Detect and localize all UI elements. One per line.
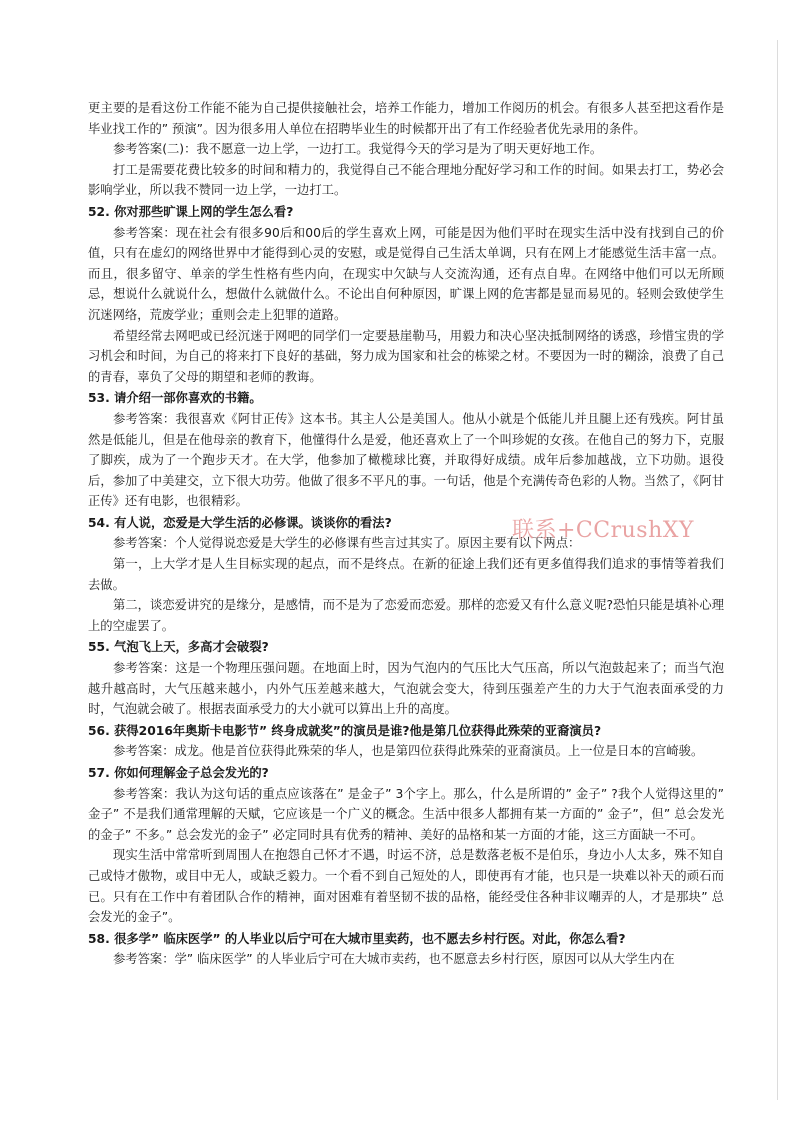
paragraph: 参考答案：这是一个物理压强问题。在地面上时，因为气泡内的气压比大气压高，所以气泡鼓起来了；而当气泡越升越高时，大气压越来越小，内外气压差越来越大，气泡就会变大，待到压强差产生的力大于气泡表面承受的力时，气泡就会破了。根据表面承受力的大小就可以算出上升的高度。	[88, 661, 724, 717]
paragraph: 参考答案：现在社会有很多90后和00后的学生喜欢上网，可能是因为他们平时在现实生活中没有找到自己的价值，只有在虚幻的网络世界中才能得到心灵的安慰，或是觉得自己生活太单调，只有在网上才能感觉生活丰富一点。而且，很多留守、单亲的学生性格有些内向，在现实中欠缺与人交流沟通，还有点自卑。在网络中他们可以无所顾忌，想说什么就说什么，想做什么就做什么。不论出自何种原因，旷课上网的危害都是显而易见的。轻则会致使学生沉迷网络，荒废学业；重则会走上犯罪的道路。	[88, 225, 724, 322]
paragraph: 更主要的是看这份工作能不能为自己提供接触社会，培养工作能力，增加工作阅历的机会。有很多人甚至把这看作是毕业找工作的” 预演”。因为很多用人单位在招聘毕业生的时候都开出了有工作经验者优先录用的条件。	[88, 101, 724, 136]
question-heading: 52. 你对那些旷课上网的学生怎么看?	[88, 204, 294, 219]
paragraph: 参考答案：我认为这句话的重点应该落在” 是金子” 3个字上。那么，什么是所谓的” 金子” ?我个人觉得这里的” 金子” 不是我们通常理解的天赋，它应该是一个广义的概念。生活中很多人都拥有某一方面的” 金子”，但” 总会发光的金子” 不多。” 总会发光的金子” 必定同时具有优秀的精神、美好的品格和某一方面的才能，这三方面缺一不可。	[88, 786, 724, 842]
question-heading: 58. 很多学” 临床医学” 的人毕业以后宁可在大城市里卖药，也不愿去乡村行医。对此，你怎么看?	[88, 931, 626, 946]
page-edge	[777, 40, 778, 1100]
paragraph: 第二，谈恋爱讲究的是缘分，是感情，而不是为了恋爱而恋爱。那样的恋爱又有什么意义呢?恐怕只能是填补心理上的空虚罢了。	[88, 598, 724, 633]
paragraph: 参考答案(二)：我不愿意一边上学，一边打工。我觉得今天的学习是为了明天更好地工作。	[113, 142, 603, 157]
paragraph: 现实生活中常常听到周围人在抱怨自己怀才不遇，时运不济，总是数落老板不是伯乐，身边小人太多，殊不知自己或恃才傲物，或目中无人，或缺乏毅力。一个看不到自己短处的人，即使再有才能，也只是一块难以补天的顽石而已。只有在工作中有着团队合作的精神，面对困难有着坚韧不拔的品格，能经受住各种非议嘲弄的人，才是那块” 总会发光的金子”。	[88, 848, 724, 925]
paragraph: 参考答案：个人觉得说恋爱是大学生的必修课有些言过其实了。原因主要有以下两点：	[113, 536, 581, 551]
question-heading: 53. 请介绍一部你喜欢的书籍。	[88, 391, 262, 406]
paragraph: 参考答案：我很喜欢《阿甘正传》这本书。其主人公是美国人。他从小就是个低能儿并且腿上还有残疾。阿甘虽然是低能儿，但是在他母亲的教育下，他懂得什么是爱，他还喜欢上了一个叫珍妮的女孩。在他自己的努力下，克服了脚疾，成为了一个跑步天才。在大学，他参加了橄榄球比赛，并取得好成绩。成年后参加越战，立下功勋。退役后，参加了中美建交，立下很大功劳。他做了很多不平凡的事。一句话，他是个充满传奇色彩的人物。当然了，《阿甘正传》还有电影，也很精彩。	[88, 411, 724, 509]
paragraph: 参考答案：成龙。他是首位获得此殊荣的华人，也是第四位获得此殊荣的亚裔演员。上一位是日本的宫崎骏。	[113, 744, 704, 759]
question-heading: 56. 获得2016年奥斯卡电影节” 终身成就奖”的演员是谁?他是第几位获得此殊荣的亚裔演员?	[88, 723, 602, 738]
question-heading: 57. 你如何理解金子总会发光的?	[88, 766, 269, 780]
paragraph: 希望经常去网吧或已经沉迷于网吧的同学们一定要悬崖勒马，用毅力和决心坚决抵制网络的诱惑，珍惜宝贵的学习机会和时间，为自己的将来打下良好的基础，努力成为国家和社会的栋梁之材。不要因为一时的糊涂，浪费了自己的青春，辜负了父母的期望和老师的教诲。	[88, 328, 724, 384]
question-heading: 55. 气泡飞上天，多高才会破裂?	[88, 640, 269, 655]
paragraph: 参考答案：学” 临床医学” 的人毕业后宁可在大城市卖药，也不愿意去乡村行医，原因可以从大学生内在	[113, 952, 675, 967]
paragraph: 打工是需要花费比较多的时间和精力的，我觉得自己不能合理地分配好学习和工作的时间。如果去打工，势必会影响学业，所以我不赞同一边上学，一边打工。	[88, 162, 724, 198]
watermark: 联系+CCrushXY	[512, 518, 694, 543]
question-heading: 54. 有人说，恋爱是大学生活的必修课。谈谈你的看法?	[88, 515, 392, 530]
paragraph: 第一，上大学才是人生目标实现的起点，而不是终点。在新的征途上我们还有更多值得我们追求的事情等着我们去做。	[88, 557, 724, 592]
